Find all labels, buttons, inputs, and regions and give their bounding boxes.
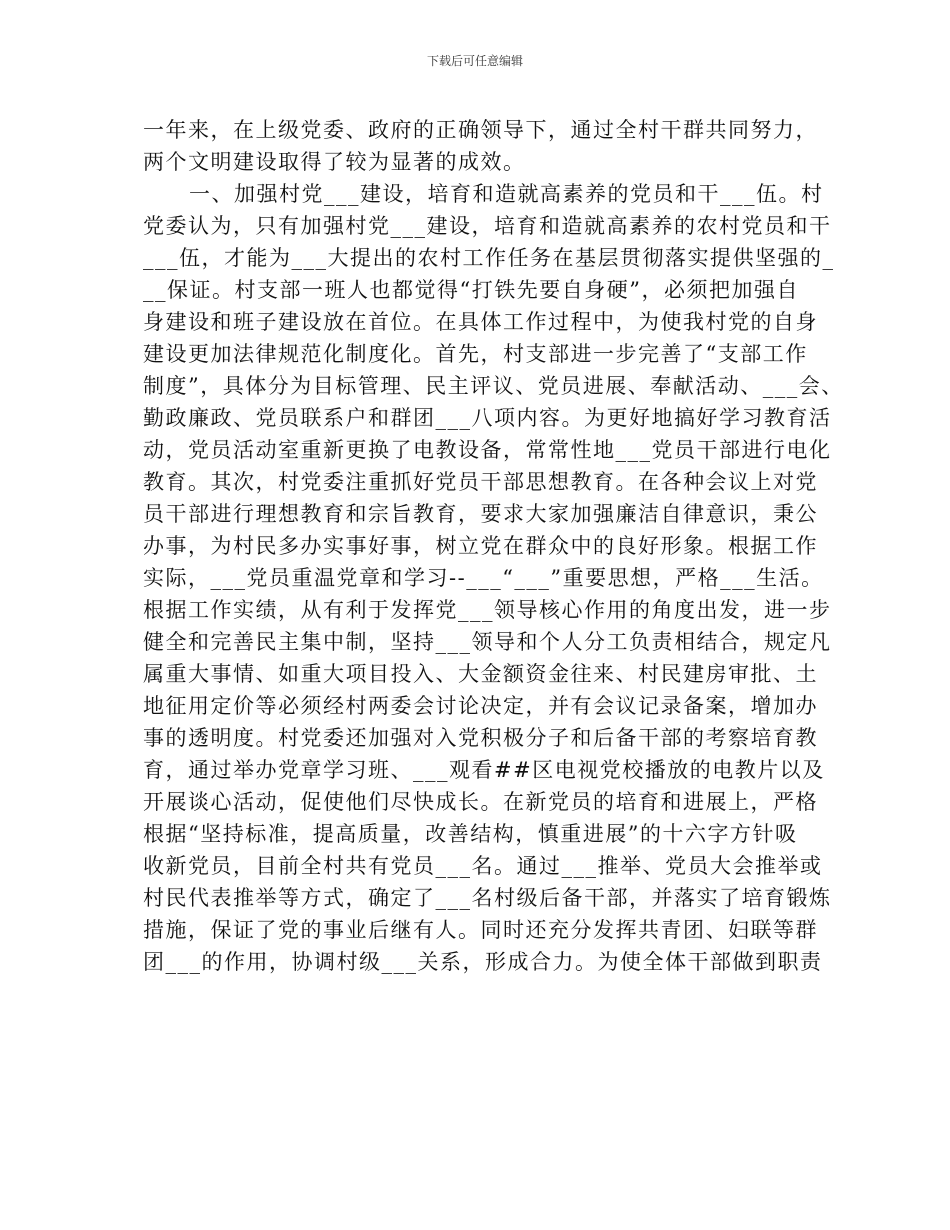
text-line: 开展谈心活动，促使他们尽快成长。在新党员的培育和进展上，严格: [143, 790, 818, 814]
text-line: 根据工作实绩，从有利于发挥党___领导核心作用的角度出发，进一步: [143, 598, 832, 622]
text-line: __保证。村支部一班人也都觉得“打铁先要自身硬”，必须把加强自: [143, 278, 799, 302]
text-line: 收新党员，目前全村共有党员___名。通过___推举、党员大会推举或: [143, 854, 823, 878]
text-line: 身建设和班子建设放在首位。在具体工作过程中，为使我村党的自身: [143, 310, 818, 334]
text-line: 一年来，在上级党委、政府的正确领导下，通过全村干群共同努力，: [143, 118, 818, 142]
text-line: 建设更加法律规范化制度化。首先，村支部进一步完善了“支部工作: [143, 342, 808, 366]
text-line: 地征用定价等必须经村两委会讨论决定，并有会议记录备案，增加办: [143, 694, 818, 718]
text-line: 团___的作用，协调村级___关系，形成合力。为使全体干部做到职责: [143, 950, 823, 974]
text-line: 属重大事情、如重大项目投入、大金额资金往来、村民建房审批、土: [143, 662, 818, 686]
text-line: 根据“坚持标准，提高质量，改善结构，慎重进展”的十六字方针吸: [143, 822, 798, 846]
document-body: [143, 114, 844, 978]
text-line: 制度”，具体分为目标管理、民主评议、党员进展、奉献活动、___会、: [143, 374, 844, 398]
text-line: 措施，保证了党的事业后继有人。同时还充分发挥共青团、妇联等群: [143, 918, 818, 942]
text-line: 教育。其次，村党委注重抓好党员干部思想教育。在各种会议上对党: [143, 470, 818, 494]
text-line: 党委认为，只有加强村党___建设，培育和造就高素养的农村党员和干: [143, 214, 832, 238]
text-line: 两个文明建设取得了较为显著的成效。: [143, 150, 526, 174]
text-line: 育，通过举办党章学习班、___观看##区电视党校播放的电教片以及: [143, 758, 825, 782]
text-line: 员干部进行理想教育和宗旨教育，要求大家加强廉洁自律意识，秉公: [143, 502, 818, 526]
text-line: 健全和完善民主集中制，坚持___领导和个人分工负责相结合，规定凡: [143, 630, 832, 654]
text-line: 动，党员活动室重新更换了电教设备，常常性地___党员干部进行电化: [143, 438, 832, 462]
paragraph-start-line: 一、加强村党___建设，培育和造就高素养的党员和干___伍。村: [189, 182, 824, 206]
text-line: 实际，___党员重温党章和学习--___“___”重要思想，严格___生活。: [143, 566, 824, 590]
text-line: 勤政廉政、党员联系户和群团___八项内容。为更好地搞好学习教育活: [143, 406, 832, 430]
text-line: ___伍，才能为___大提出的农村工作任务在基层贯彻落实提供坚强的_: [143, 246, 835, 270]
text-line: 事的透明度。村党委还加强对入党积极分子和后备干部的考察培育教: [143, 726, 818, 750]
text-line: 村民代表推举等方式，确定了___名村级后备干部，并落实了培育锻炼: [143, 886, 832, 910]
text-line: 办事，为村民多办实事好事，树立党在群众中的良好形象。根据工作: [143, 534, 818, 558]
page-header: 下载后可任意编辑: [426, 54, 523, 68]
